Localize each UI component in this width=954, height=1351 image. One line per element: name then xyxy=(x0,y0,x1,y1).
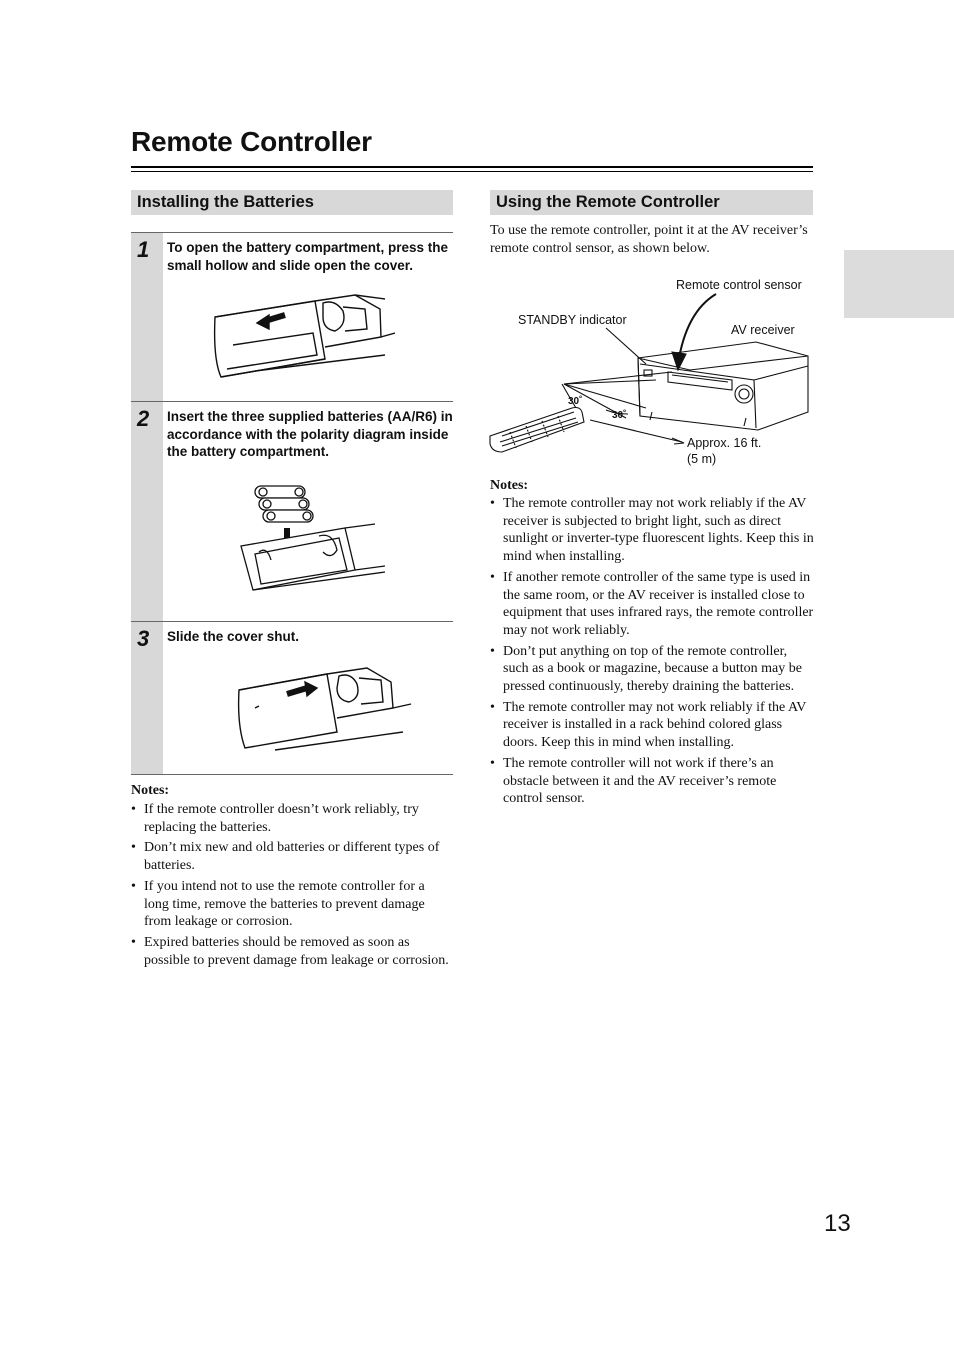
insert-batteries-illustration xyxy=(235,480,385,610)
section-tab xyxy=(844,250,954,318)
step-number: 3 xyxy=(137,626,150,651)
label-standby-indicator: STANDBY indicator xyxy=(518,313,627,327)
step-number: 1 xyxy=(137,237,150,262)
right-notes-list xyxy=(490,495,814,811)
list-item: • The remote controller may not work reliably if the AV receiver is installed in a rack behind colored glass doors. Keep this in mind when installing. xyxy=(490,699,814,752)
step-text: Slide the cover shut. xyxy=(167,629,300,644)
list-item: • Expired batteries should be removed as soon as possible to prevent damage from leakage or corrosion. xyxy=(131,934,453,969)
installing-batteries-heading: Installing the Batteries xyxy=(131,190,453,215)
step-1 xyxy=(131,232,453,402)
list-item: • If the remote controller doesn’t work reliably, try replacing the batteries. xyxy=(131,801,453,836)
battery-group xyxy=(255,486,313,522)
step-number: 2 xyxy=(137,406,150,431)
label-remote-control-sensor: Remote control sensor xyxy=(676,278,802,292)
list-item: • Don’t put anything on top of the remote controller, such as a book or magazine, because a button may be pressed continuously, thereby draining the batteries. xyxy=(490,643,814,696)
list-item: • Don’t mix new and old batteries or different types of batteries. xyxy=(131,839,453,874)
page-title: Remote Controller xyxy=(131,126,372,157)
step-number-column xyxy=(131,622,163,774)
remote-range-diagram xyxy=(486,272,816,472)
av-receiver-drawing xyxy=(638,342,808,430)
step-number-column xyxy=(131,233,163,402)
remote-controller-drawing xyxy=(490,408,584,453)
label-distance-m: (5 m) xyxy=(687,452,717,466)
step-text: Insert the three supplied batteries (AA/R6) in accordance with the polarity diagram inside the battery compartment. xyxy=(167,409,453,459)
list-item: • The remote controller may not work reliably if the AV receiver is subjected to bright light, such as direct sunlight or inverter-type fluorescent lights. Keep this in mind when installing. xyxy=(490,495,814,566)
close-cover-illustration xyxy=(235,664,415,754)
list-item: • The remote controller will not work if there’s an obstacle between it and the AV receiver’s remote control sensor. xyxy=(490,755,814,808)
left-notes-title: Notes: xyxy=(131,783,170,798)
left-notes-list xyxy=(131,801,453,972)
list-item: • If another remote controller of the same type is used in the same room, or the AV receiver is installed close to equipment that uses infrared rays, the remote controller may not work reliably. xyxy=(490,569,814,640)
label-distance-ft: Approx. 16 ft. xyxy=(687,436,762,450)
open-cover-illustration xyxy=(205,289,395,389)
page-number: 13 xyxy=(824,1210,851,1237)
step-3 xyxy=(131,621,453,775)
step-number-column xyxy=(131,402,163,622)
label-angle-right: 30˚ xyxy=(612,410,627,421)
intro-paragraph: To use the remote controller, point it at the AV receiver’s remote control sensor, as shown below. xyxy=(490,223,808,256)
label-av-receiver: AV receiver xyxy=(731,323,795,337)
list-item: • If you intend not to use the remote controller for a long time, remove the batteries to prevent damage from leakage or corrosion. xyxy=(131,878,453,931)
title-rule xyxy=(131,166,813,168)
using-remote-heading: Using the Remote Controller xyxy=(490,190,813,215)
right-notes-title: Notes: xyxy=(490,478,529,493)
title-rule-thin xyxy=(131,171,813,172)
label-angle-left: 30˚ xyxy=(568,396,583,407)
step-text: To open the battery compartment, press the small hollow and slide open the cover. xyxy=(167,240,449,273)
step-2 xyxy=(131,401,453,622)
